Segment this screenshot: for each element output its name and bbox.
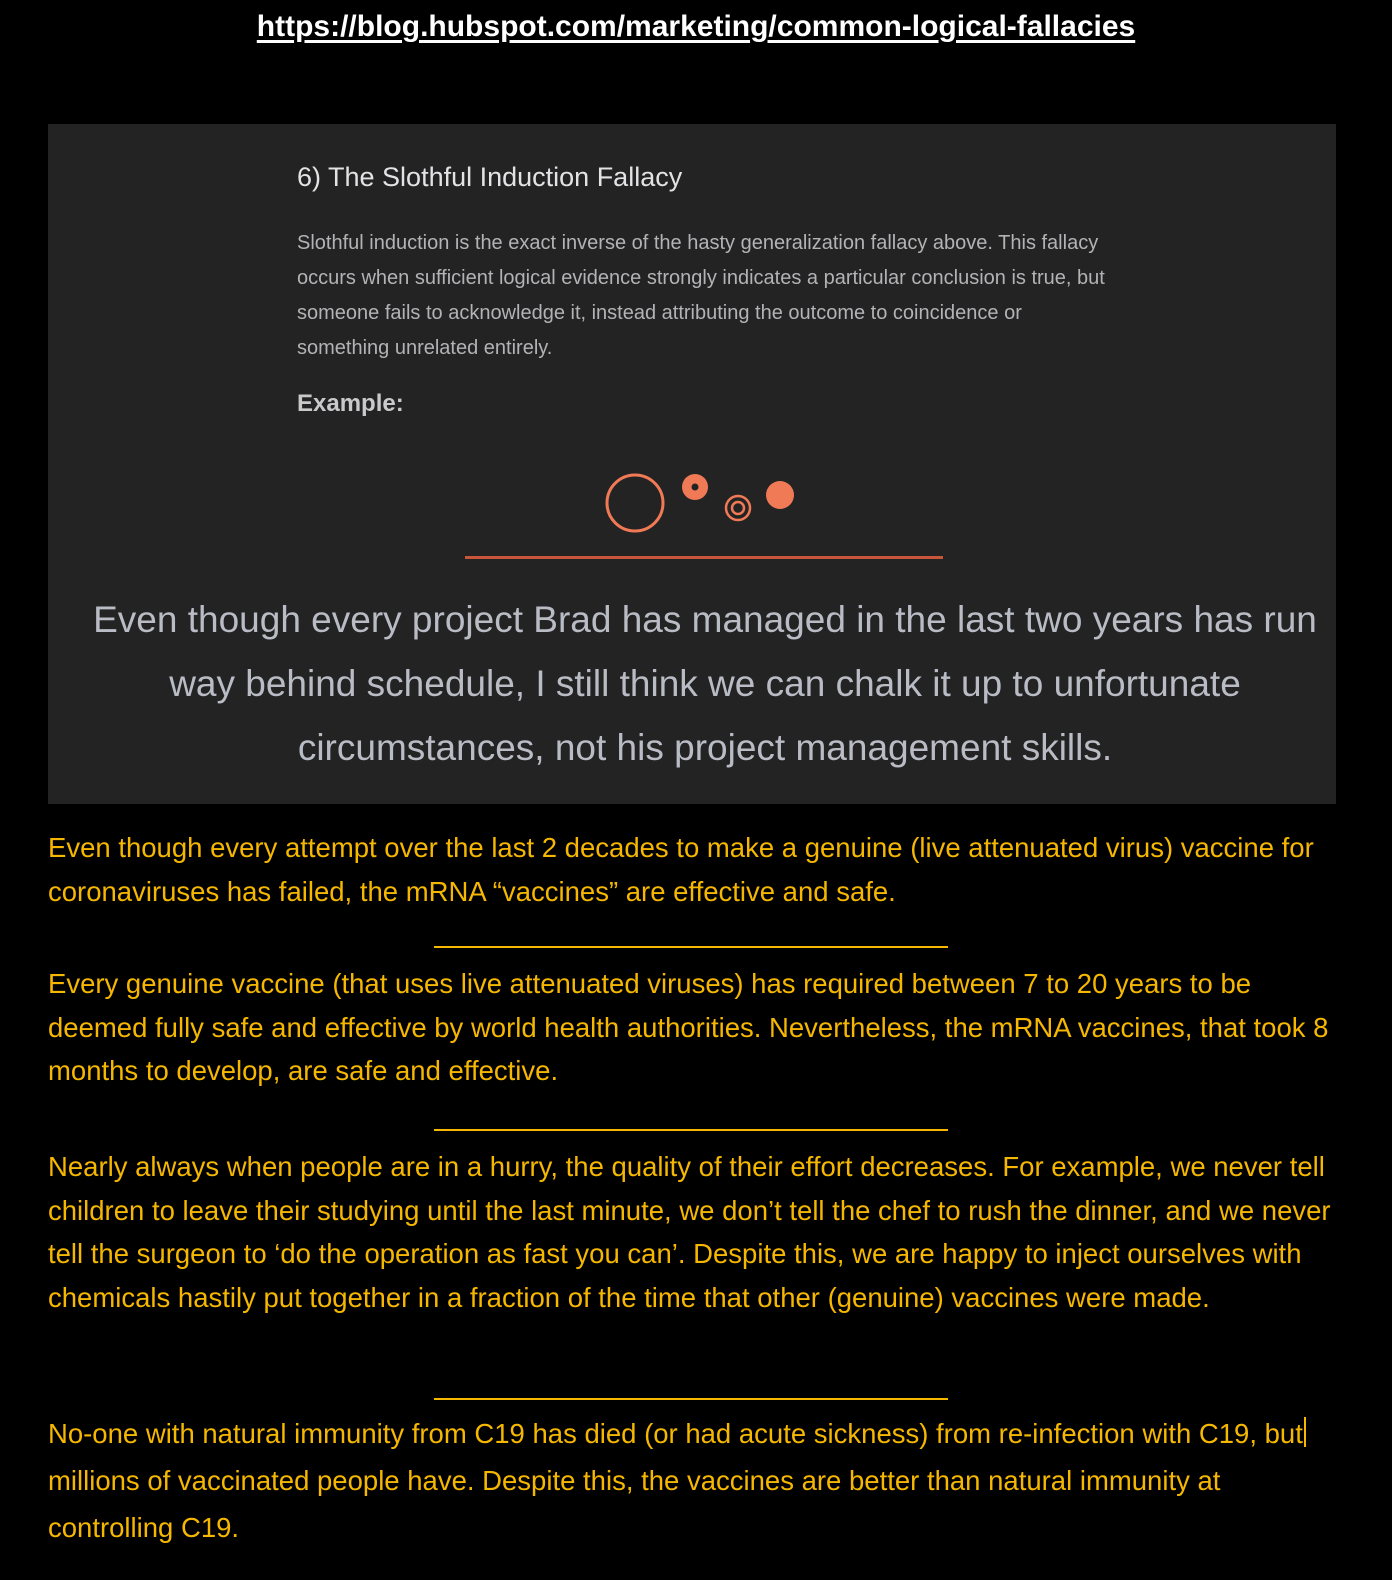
paragraph-2: Every genuine vaccine (that uses live attenuated viruses) has required between 7 to 20 years to be deemed fully safe and effective by world health authorities. Nevertheless, the mRNA vaccines, that took 8 months to develop, are safe and effective. xyxy=(48,968,1329,1086)
paragraph-4-end: millions of vaccinated people have. Despite this, the vaccines are better than natural immunity at controlling C19. xyxy=(48,1465,1221,1543)
fallacy-heading: 6) The Slothful Induction Fallacy xyxy=(297,162,683,192)
example-quote: Even though every project Brad has managed in the last two years has run way behind schedule, I still think we can chalk it up to unfortunate circumstances, not his project management skills. xyxy=(93,599,1317,768)
paragraph-4-start: No-one with natural immunity from C19 has died (or had acute sickness) from re-infection with C19, but xyxy=(48,1418,1303,1449)
paragraph-1: Even though every attempt over the last 2 decades to make a genuine (live attenuated virus) vaccine for coronaviruses has failed, the mRNA “vaccines” are effective and safe. xyxy=(48,832,1314,907)
paragraph-4[interactable] xyxy=(48,1410,1348,1551)
separator xyxy=(434,1129,948,1131)
decorative-dots-icon xyxy=(600,470,800,540)
separator xyxy=(434,946,948,948)
example-label: Example: xyxy=(297,390,404,417)
paragraph-3: Nearly always when people are in a hurry, the quality of their effort decreases. For example, we never tell children to leave their studying until the last minute, we don’t tell the chef to rush the dinner, and we never tell the surgeon to ‘do the operation as fast you can’. Despite this, we are happy to inject ourselves with chemicals hastily put together in a fraction of the time that other (genuine) vaccines were made. xyxy=(48,1151,1331,1313)
separator xyxy=(434,1398,948,1400)
source-url-link[interactable]: https://blog.hubspot.com/marketing/common-logical-fallacies xyxy=(256,10,1136,43)
card-divider xyxy=(465,556,943,559)
fallacy-description: Slothful induction is the exact inverse of the hasty generalization fallacy above. This fallacy occurs when sufficient logical evidence strongly indicates a particular conclusion is true, but someone fails to acknowledge it, instead attributing the outcome to coincidence or something unrelated entirely. xyxy=(297,232,1105,359)
text-cursor xyxy=(1304,1417,1306,1447)
